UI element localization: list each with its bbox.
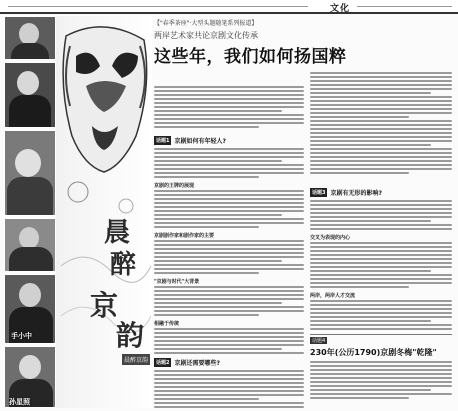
section-label: 文化 bbox=[329, 4, 350, 14]
calligraphy-char-3: 京 bbox=[90, 289, 119, 322]
article-subtitle: 两岸艺术家共论京剧文化传承 bbox=[154, 31, 258, 40]
masthead-rule-left bbox=[8, 6, 308, 7]
sub-heading-1: 京剧的王牌的展现 bbox=[154, 183, 195, 189]
lead-paragraph bbox=[154, 86, 304, 130]
photo-caption: 手小中 bbox=[11, 331, 32, 340]
sub-1-body bbox=[154, 190, 304, 230]
sub-heading-2: 京剧剧作家和剧作家的主要 bbox=[154, 233, 215, 239]
section-title: 京剧还需要哪些? bbox=[174, 360, 220, 367]
portrait-photo-2 bbox=[4, 62, 56, 128]
sub-3-body bbox=[154, 286, 304, 318]
portrait-photo-5 bbox=[4, 274, 56, 344]
sub-heading-3: "京剧与时代"大背景 bbox=[154, 279, 200, 285]
sub-heading-5: 交叉为表现的内心 bbox=[310, 235, 351, 241]
sub-5-body bbox=[310, 242, 452, 290]
sidebar-quote: 230年(公历1790)京剧冬梅"乾隆" bbox=[310, 348, 437, 357]
sub-2-body bbox=[154, 240, 304, 276]
article-headline: 这些年，我们如何扬国粹 bbox=[154, 47, 347, 67]
sidebar-box bbox=[310, 334, 452, 408]
opera-mask-art bbox=[56, 16, 152, 408]
masthead bbox=[0, 0, 458, 14]
section-heading-1 bbox=[154, 136, 226, 145]
sub-heading-6: 两岸，两岸人才交流 bbox=[310, 293, 356, 299]
calligraphy-char-1: 晨 bbox=[104, 218, 131, 248]
seal-stamp: 晨醉京韵 bbox=[122, 354, 150, 365]
portrait-photo-1 bbox=[4, 16, 56, 60]
article-kicker: 【"春季茶座"·大型头题随笔系列报道】 bbox=[154, 20, 258, 27]
sidebar-tag: 话题4 bbox=[312, 338, 326, 344]
section-number: 话题2 bbox=[156, 360, 170, 366]
article bbox=[152, 16, 454, 408]
section-number: 话题3 bbox=[312, 190, 326, 196]
sub-6-body bbox=[310, 300, 452, 332]
section-title: 京剧如何有年轻人? bbox=[174, 138, 226, 145]
right-column-top bbox=[310, 72, 452, 176]
portrait-photo-3 bbox=[4, 130, 56, 216]
sidebar-body bbox=[310, 361, 452, 401]
section-heading-3 bbox=[310, 188, 382, 197]
calligraphy-char-4: 韵 bbox=[116, 319, 145, 352]
section-2-body bbox=[154, 370, 304, 410]
photo-caption: 孙星照 bbox=[9, 397, 30, 406]
section-number: 话题1 bbox=[156, 138, 170, 144]
section-3-body bbox=[310, 200, 452, 232]
sub-4-body bbox=[154, 328, 304, 356]
portrait-photo-6 bbox=[4, 346, 56, 408]
photo-strip bbox=[4, 16, 56, 408]
masthead-rule-right bbox=[357, 6, 452, 7]
portrait-photo-4 bbox=[4, 218, 56, 272]
sub-heading-4: 相融于传统 bbox=[154, 321, 180, 327]
section-heading-2 bbox=[154, 358, 220, 367]
calligraphy-char-2: 醉 bbox=[110, 250, 137, 280]
section-title: 京剧有无形的影响? bbox=[330, 190, 382, 197]
section-1-body bbox=[154, 148, 304, 180]
